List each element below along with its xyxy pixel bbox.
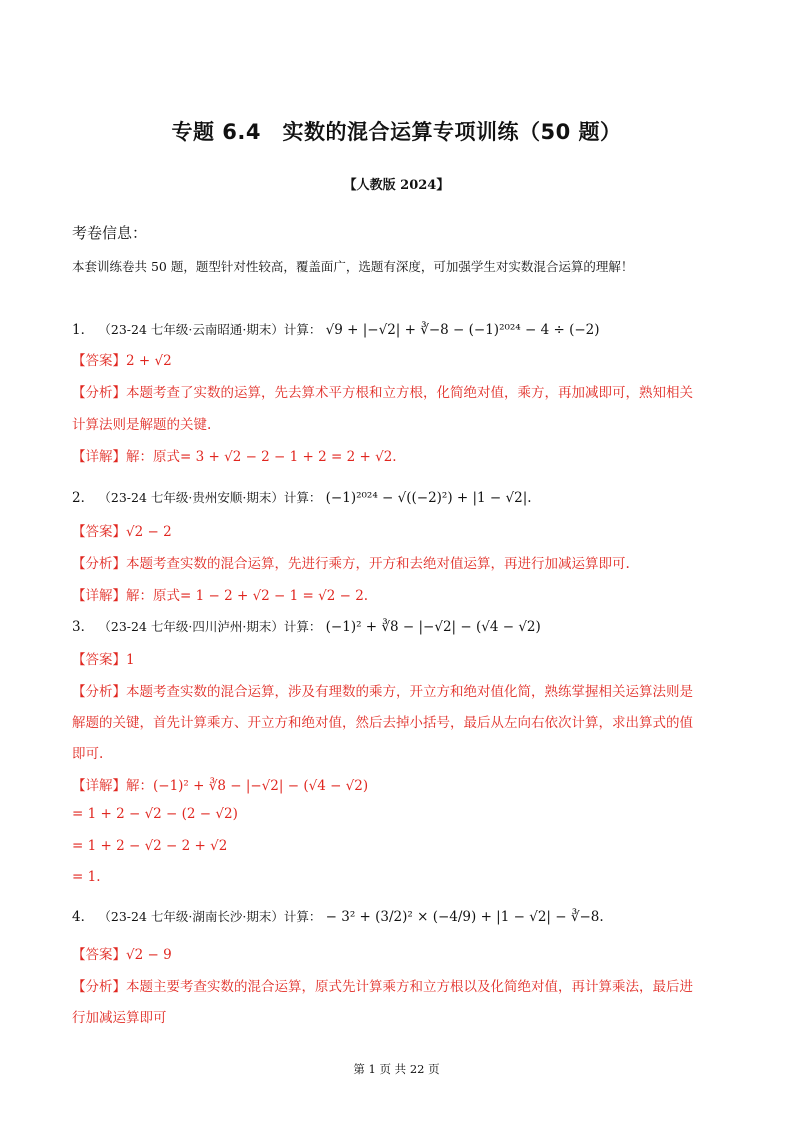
problem-2-answer [72,520,172,540]
problem-number: 1． [72,322,95,338]
analysis-label: 【分析】 [72,385,126,401]
problem-source: （23-24 七年级·贵州安顺·期末）计算： [98,490,322,505]
detail-text: 解：(−1)² + ∛8 − |−√2| − (√4 − √2) [126,778,369,794]
problem-1-analysis-line-2: 计算法则是解题的关键. [72,417,212,433]
problem-4-analysis-line-2: 行加减运算即可 [72,1010,167,1026]
answer-label: 【答案】 [72,652,126,668]
analysis-label: 【分析】 [72,684,126,700]
problem-expression: √9 + |−√2| + ∛−8 − (−1)²⁰²⁴ − 4 ÷ (−2) [325,322,600,338]
problem-source: （23-24 七年级·四川泸州·期末）计算： [98,619,322,634]
problem-2-question [72,486,532,506]
problem-3-detail-line-1 [72,774,368,794]
problem-expression: − 3² + (3/2)² × (−4/9) + |1 − √2| − ∛−8. [325,909,604,925]
detail-text: 解：原式= 1 − 2 + √2 − 1 = √2 − 2. [126,588,369,604]
answer-value: 1 [126,652,135,668]
info-heading: 考卷信息： [72,224,148,242]
problem-2-detail [72,584,368,604]
problem-4-answer [72,943,172,963]
problem-3-detail-line-3: = 1 + 2 − √2 − 2 + √2 [72,838,228,854]
problem-source: （23-24 七年级·云南昭通·期末）计算： [98,322,322,337]
problem-source: （23-24 七年级·湖南长沙·期末）计算： [98,909,322,924]
problem-3-detail-line-2: = 1 + 2 − √2 − (2 − √2) [72,806,238,822]
problem-3-detail-line-4: = 1. [72,869,101,885]
analysis-text: 本题考查了实数的运算，先去算术平方根和立方根，化简绝对值，乘方，再加减即可，熟知相关 [126,385,693,401]
answer-value: √2 − 9 [126,947,172,963]
problem-3-analysis-line-2: 解题的关键，首先计算乘方、开立方和绝对值，然后去掉小括号，最后从左向右依次计算，求出算式的值 [72,715,693,731]
page-subtitle: 【人教版 2024】 [343,178,450,193]
problem-3-analysis-line-1 [72,680,693,700]
answer-label: 【答案】 [72,353,126,369]
answer-value: √2 − 2 [126,524,172,540]
problem-4-question [72,905,604,925]
detail-label: 【详解】 [72,449,126,465]
problem-3-answer [72,648,135,668]
analysis-text: 本题考查实数的混合运算，涉及有理数的乘方，开立方和绝对值化简，熟练掌握相关运算法则是 [126,684,693,700]
problem-expression: (−1)² + ∛8 − |−√2| − (√4 − √2) [325,619,541,635]
analysis-label: 【分析】 [72,979,126,995]
problem-1-question [72,318,600,338]
answer-value: 2 + √2 [126,353,172,369]
answer-label: 【答案】 [72,947,126,963]
problem-1-analysis-line-1 [72,381,693,401]
analysis-text: 本题考查实数的混合运算，先进行乘方，开方和去绝对值运算，再进行加减运算即可. [126,556,630,572]
problem-expression: (−1)²⁰²⁴ − √((−2)²) + |1 − √2|. [325,490,532,506]
problem-3-question [72,615,541,635]
detail-text: 解：原式= 3 + √2 − 2 − 1 + 2 = 2 + √2. [126,449,397,465]
answer-label: 【答案】 [72,524,126,540]
detail-label: 【详解】 [72,778,126,794]
problem-3-analysis-line-3: 即可. [72,746,104,762]
problem-number: 4． [72,909,95,925]
problem-2-analysis [72,552,630,572]
problem-1-detail [72,445,397,465]
page-footer: 第 1 页 共 22 页 [353,1062,440,1076]
detail-label: 【详解】 [72,588,126,604]
info-text: 本套训练卷共 50 题，题型针对性较高，覆盖面广，选题有深度，可加强学生对实数混合运算的理解！ [72,259,634,274]
analysis-label: 【分析】 [72,556,126,572]
problem-number: 3． [72,619,95,635]
problem-number: 2． [72,490,95,506]
problem-1-answer [72,349,172,369]
analysis-text: 本题主要考查实数的混合运算，原式先计算乘方和立方根以及化简绝对值，再计算乘法，最后进 [126,979,693,995]
page-title: 专题 6.4 实数的混合运算专项训练（50 题） [171,120,622,144]
problem-4-analysis-line-1 [72,975,693,995]
